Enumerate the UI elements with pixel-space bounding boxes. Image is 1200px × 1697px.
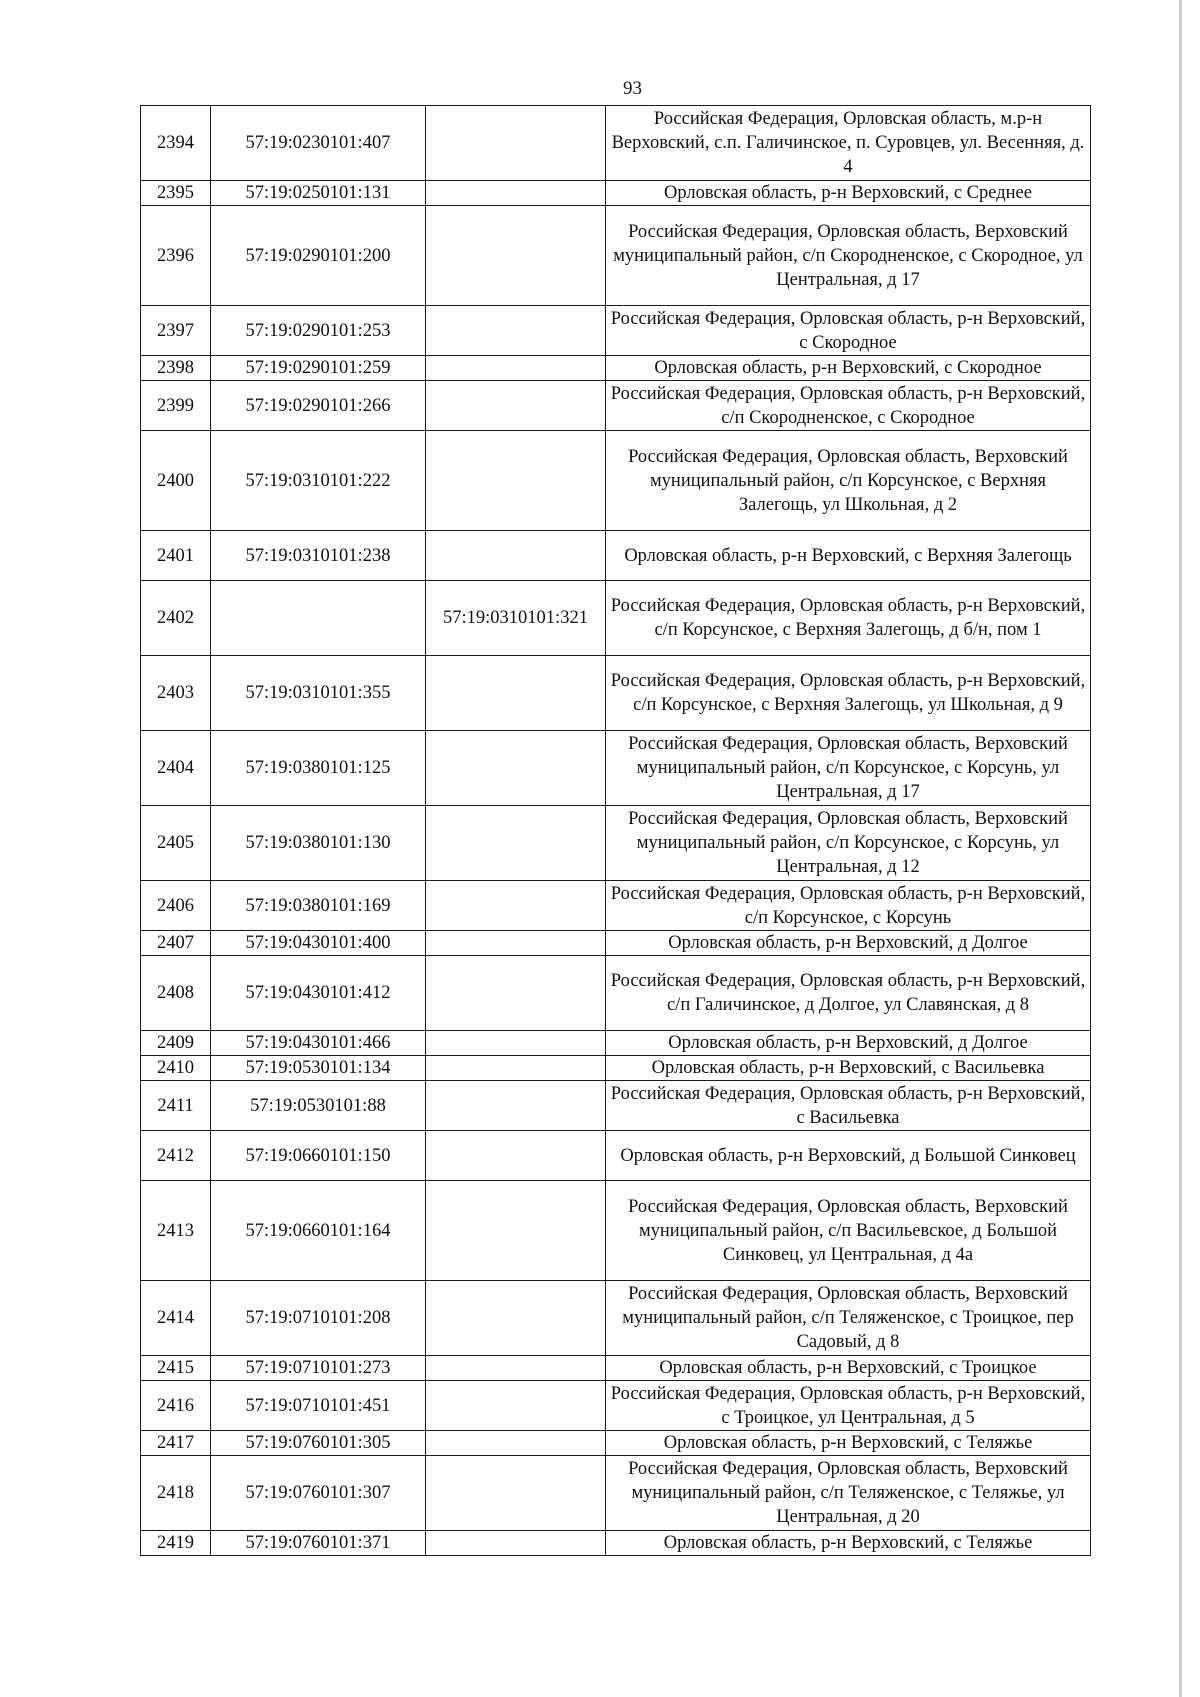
address-cell: Российская Федерация, Орловская область, р-н Верховский, с Троицкое, ул Центральная, д 5 [606,1381,1091,1431]
row-number-cell: 2416 [141,1381,211,1431]
address-cell: Российская Федерация, Орловская область, р-н Верховский, с/п Корсунское, с Верхняя Залегощь, ул Школьная, д 9 [606,656,1091,731]
page-number: 93 [623,78,642,99]
table-row [141,531,1091,581]
row-number-cell: 2397 [141,306,211,356]
row-number-cell: 2404 [141,731,211,806]
related-cadastral-number-cell [426,306,606,356]
row-number-cell: 2418 [141,1456,211,1531]
related-cadastral-number-cell: 57:19:0310101:321 [426,581,606,656]
cadastral-number-cell: 57:19:0710101:208 [211,1281,426,1356]
table-row [141,106,1091,181]
address-cell: Российская Федерация, Орловская область, Верховский муниципальный район, с/п Корсунское, с Корсунь, ул Центральная, д 12 [606,806,1091,881]
address-cell: Российская Федерация, Орловская область, р-н Верховский, с/п Корсунское, с Корсунь [606,881,1091,931]
scan-edge-shadow [1179,0,1182,1697]
related-cadastral-number-cell [426,356,606,381]
cadastral-number-cell: 57:19:0430101:412 [211,956,426,1031]
table-row [141,1031,1091,1056]
address-cell: Орловская область, р-н Верховский, с Верхняя Залегощь [606,531,1091,581]
row-number-cell: 2409 [141,1031,211,1056]
row-number-cell: 2396 [141,206,211,306]
related-cadastral-number-cell [426,931,606,956]
row-number-cell: 2399 [141,381,211,431]
address-cell: Орловская область, р-н Верховский, д Большой Синковец [606,1131,1091,1181]
address-cell: Орловская область, р-н Верховский, с Теляжье [606,1531,1091,1556]
row-number-cell: 2410 [141,1056,211,1081]
cadastral-number-cell: 57:19:0530101:88 [211,1081,426,1131]
related-cadastral-number-cell [426,1356,606,1381]
cadastral-number-cell: 57:19:0310101:355 [211,656,426,731]
address-cell: Российская Федерация, Орловская область, р-н Верховский, с Скородное [606,306,1091,356]
cadastral-number-cell: 57:19:0760101:371 [211,1531,426,1556]
table-row [141,956,1091,1031]
address-cell: Орловская область, р-н Верховский, с Троицкое [606,1356,1091,1381]
address-cell: Орловская область, р-н Верховский, д Долгое [606,1031,1091,1056]
related-cadastral-number-cell [426,1456,606,1531]
address-cell: Российская Федерация, Орловская область, Верховский муниципальный район, с/п Теляженское, с Теляжье, ул Центральная, д 20 [606,1456,1091,1531]
table-row [141,1531,1091,1556]
cadastral-number-cell: 57:19:0310101:222 [211,431,426,531]
address-cell: Орловская область, р-н Верховский, д Долгое [606,931,1091,956]
table-row [141,306,1091,356]
related-cadastral-number-cell [426,1281,606,1356]
address-cell: Российская Федерация, Орловская область, р-н Верховский, с/п Галичинское, д Долгое, ул Славянская, д 8 [606,956,1091,1031]
table-row [141,731,1091,806]
related-cadastral-number-cell [426,1381,606,1431]
cadastral-number-cell: 57:19:0760101:307 [211,1456,426,1531]
cadastral-number-cell: 57:19:0710101:273 [211,1356,426,1381]
row-number-cell: 2407 [141,931,211,956]
cadastral-number-cell: 57:19:0310101:238 [211,531,426,581]
table-row [141,581,1091,656]
related-cadastral-number-cell [426,956,606,1031]
related-cadastral-number-cell [426,1081,606,1131]
row-number-cell: 2395 [141,181,211,206]
address-cell: Российская Федерация, Орловская область, Верховский муниципальный район, с/п Васильевское, д Большой Синковец, ул Центральная, д 4а [606,1181,1091,1281]
address-cell: Российская Федерация, Орловская область, р-н Верховский, с Васильевка [606,1081,1091,1131]
registry-table-body [141,106,1091,1556]
table-row [141,1431,1091,1456]
related-cadastral-number-cell [426,656,606,731]
table-row [141,1381,1091,1431]
table-row [141,1456,1091,1531]
cadastral-number-cell: 57:19:0760101:305 [211,1431,426,1456]
cadastral-number-cell: 57:19:0380101:130 [211,806,426,881]
table-row [141,1081,1091,1131]
table-row [141,931,1091,956]
cadastral-number-cell: 57:19:0380101:125 [211,731,426,806]
row-number-cell: 2415 [141,1356,211,1381]
row-number-cell: 2406 [141,881,211,931]
address-cell: Российская Федерация, Орловская область, Верховский муниципальный район, с/п Корсунское, с Корсунь, ул Центральная, д 17 [606,731,1091,806]
cadastral-number-cell: 57:19:0380101:169 [211,881,426,931]
table-row [141,431,1091,531]
table-row [141,656,1091,731]
cadastral-number-cell: 57:19:0290101:266 [211,381,426,431]
related-cadastral-number-cell [426,1181,606,1281]
row-number-cell: 2412 [141,1131,211,1181]
cadastral-number-cell: 57:19:0660101:164 [211,1181,426,1281]
row-number-cell: 2400 [141,431,211,531]
address-cell: Российская Федерация, Орловская область, р-н Верховский, с/п Корсунское, с Верхняя Залегощь, д б/н, пом 1 [606,581,1091,656]
address-cell: Российская Федерация, Орловская область, р-н Верховский, с/п Скородненское, с Скородное [606,381,1091,431]
related-cadastral-number-cell [426,431,606,531]
related-cadastral-number-cell [426,731,606,806]
related-cadastral-number-cell [426,881,606,931]
cadastral-number-cell: 57:19:0430101:400 [211,931,426,956]
row-number-cell: 2403 [141,656,211,731]
address-cell: Орловская область, р-н Верховский, с Среднее [606,181,1091,206]
related-cadastral-number-cell [426,381,606,431]
related-cadastral-number-cell [426,206,606,306]
related-cadastral-number-cell [426,806,606,881]
address-cell: Орловская область, р-н Верховский, с Теляжье [606,1431,1091,1456]
cadastral-number-cell: 57:19:0430101:466 [211,1031,426,1056]
related-cadastral-number-cell [426,1431,606,1456]
table-row [141,1356,1091,1381]
table-row [141,381,1091,431]
cadastral-number-cell: 57:19:0530101:134 [211,1056,426,1081]
cadastral-number-cell: 57:19:0250101:131 [211,181,426,206]
related-cadastral-number-cell [426,1131,606,1181]
related-cadastral-number-cell [426,181,606,206]
address-cell: Российская Федерация, Орловская область, м.р-н Верховский, с.п. Галичинское, п. Суровцев, ул. Весенняя, д. 4 [606,106,1091,181]
row-number-cell: 2402 [141,581,211,656]
row-number-cell: 2414 [141,1281,211,1356]
row-number-cell: 2405 [141,806,211,881]
address-cell: Российская Федерация, Орловская область, Верховский муниципальный район, с/п Скородненское, с Скородное, ул Центральная, д 17 [606,206,1091,306]
address-cell: Российская Федерация, Орловская область, Верховский муниципальный район, с/п Корсунское, с Верхняя Залегощь, ул Школьная, д 2 [606,431,1091,531]
cadastral-number-cell: 57:19:0290101:253 [211,306,426,356]
table-row [141,206,1091,306]
row-number-cell: 2394 [141,106,211,181]
property-registry-table [140,105,1091,1556]
row-number-cell: 2398 [141,356,211,381]
table-row [141,356,1091,381]
row-number-cell: 2419 [141,1531,211,1556]
related-cadastral-number-cell [426,1031,606,1056]
related-cadastral-number-cell [426,531,606,581]
cadastral-number-cell: 57:19:0230101:407 [211,106,426,181]
row-number-cell: 2401 [141,531,211,581]
table-row [141,881,1091,931]
cadastral-number-cell: 57:19:0290101:200 [211,206,426,306]
row-number-cell: 2408 [141,956,211,1031]
table-row [141,1056,1091,1081]
related-cadastral-number-cell [426,1056,606,1081]
table-row [141,1281,1091,1356]
table-row [141,806,1091,881]
table-row [141,181,1091,206]
row-number-cell: 2417 [141,1431,211,1456]
table-row [141,1181,1091,1281]
related-cadastral-number-cell [426,106,606,181]
row-number-cell: 2411 [141,1081,211,1131]
address-cell: Российская Федерация, Орловская область, Верховский муниципальный район, с/п Теляженское, с Троицкое, пер Садовый, д 8 [606,1281,1091,1356]
related-cadastral-number-cell [426,1531,606,1556]
cadastral-number-cell [211,581,426,656]
row-number-cell: 2413 [141,1181,211,1281]
table-row [141,1131,1091,1181]
address-cell: Орловская область, р-н Верховский, с Васильевка [606,1056,1091,1081]
address-cell: Орловская область, р-н Верховский, с Скородное [606,356,1091,381]
cadastral-number-cell: 57:19:0660101:150 [211,1131,426,1181]
cadastral-number-cell: 57:19:0710101:451 [211,1381,426,1431]
cadastral-number-cell: 57:19:0290101:259 [211,356,426,381]
